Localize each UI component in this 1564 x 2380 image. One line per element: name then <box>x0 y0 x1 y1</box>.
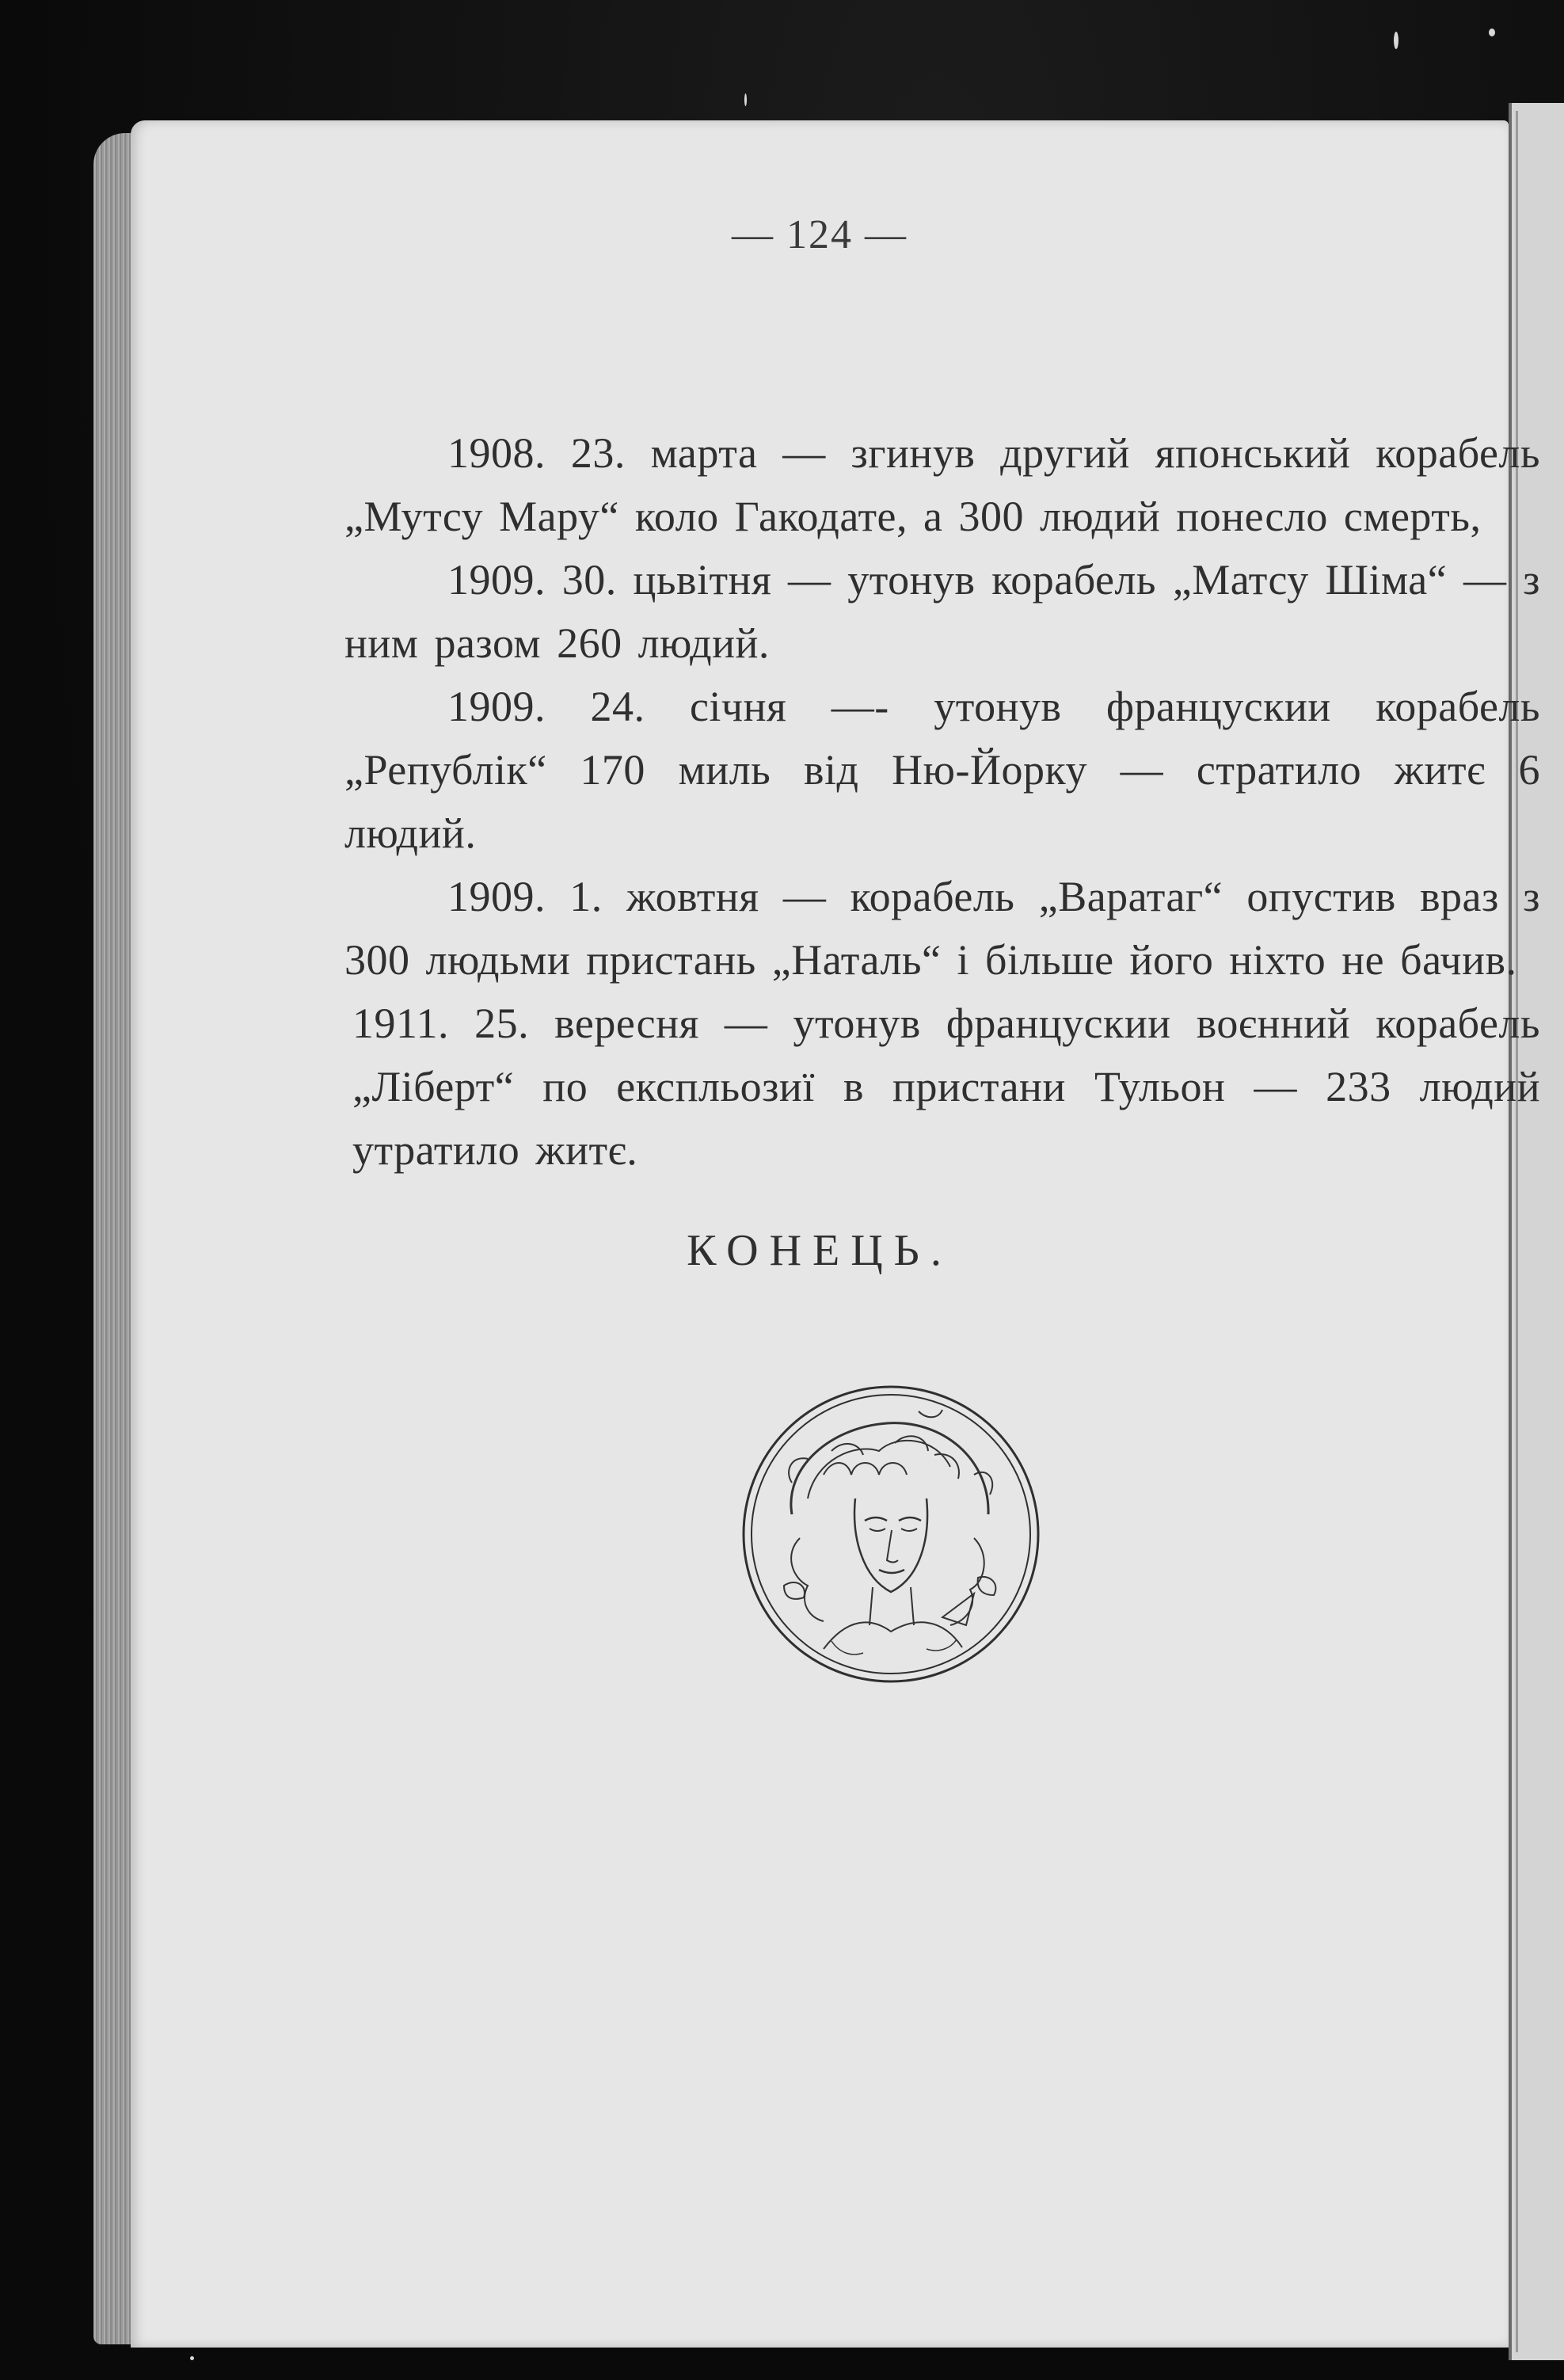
paragraph: 1909. 30. цьвітня — утонув корабель „Матсу Шіма“ — з ним разом 260 людий. <box>344 556 1540 667</box>
scan-speck <box>1489 29 1495 36</box>
paragraph: 1909. 24. січня —- утонув францускии корабель „Републік“ 170 миль від Ню-Йорку — стратило житє 6 людий. <box>344 683 1540 857</box>
scan-speck <box>744 93 747 106</box>
ending-heading: КОНЕЦЬ. <box>687 1226 953 1275</box>
scan-speck <box>1394 32 1398 49</box>
paragraph: 1909. 1. жовтня — корабель „Варатаг“ опустив враз з 300 людьми пристань „Наталь“ і більше його ніхто не бачив. <box>344 873 1540 984</box>
page-number: — 124 — <box>732 212 908 257</box>
paragraph: 1908. 23. марта — згинув другий японський корабель „Мутсу Мару“ коло Гакодате, а 300 людий понесло смерть, <box>344 429 1540 540</box>
scan-speck <box>190 2356 194 2360</box>
book-page <box>131 120 1540 2348</box>
paragraph: 1911. 25. вересня — утонув францускии воєнний корабель „Ліберт“ по експльозиї в пристани Тульон — 233 людий утратило житє. <box>352 1000 1540 1174</box>
portrait-medallion <box>736 1380 1045 1689</box>
text-block <box>344 421 1540 1182</box>
